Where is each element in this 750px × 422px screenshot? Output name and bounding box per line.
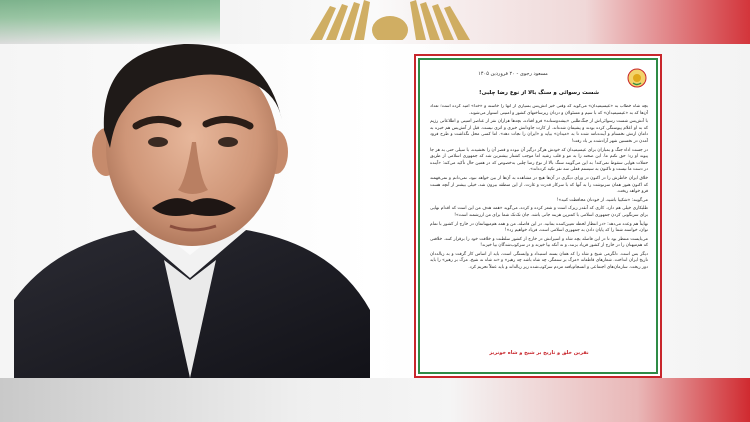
portrait-photo xyxy=(14,30,370,378)
statement-document xyxy=(418,58,658,374)
document-paragraph: خلاق ایران خاطرش را در اکنون در ورای دیگری در آن‌ها هیچ در مشاهده به آن‌ها از بین خواهد نبود، نمی‌دانم و نمی‌فهمند که اکنون هنوز همان سرنوشت را به آنها که با سرکار قدرت و غارت، از این منطقه بیرون شد، خیلی بیشتر از آنچه هست فرو خواهد ریخت. xyxy=(430,175,648,195)
document-title: شست رسوائی و سنگ بالا از نوع رضا چلبی! xyxy=(478,90,599,96)
document-paragraph: دیگر بس است. دلگرمی شیخ و شاه را که همان بسته استبداد و وابستگی است، باید از اساس کار گرفت و به زباله‌دان تاریخ ایران انداخت. شعارهای قاطعانه «مرگ بر ستمگر، چه شاه باشد چه رهبر» و «نه شاه نه شیخ، مرگ بر رهبر» را باید دور ریخت. سازمان‌های اجتماعی و انسجام‌یافته مردم سرکوب‌شده زیر زباله‌اند و باید عملاً تحریم کرد. xyxy=(430,251,648,271)
document-paragraph: بچه شاه خطاب به «عیسیمیدان» می‌گوید که وقتی خبر آتش‌بس بسیاری از آنها را خاسته و «خدا» امید کرده است؛ تعداد آن‌ها که به «عیسیمیدان» که با سیم و مسئولان و دزدان زیرساختهای کشور و امنیتی استوار می‌شوند. xyxy=(430,104,648,116)
document-paragraph: در جست اداء جنگ و بمباران برای عیسیمیدان که خودش هرگز درگیر آن نبوده و قصر آن را نخشیده، با سیلی حتی به هر جا پیوند او زد؛ حق نکنم ما. این صحنه را به مو و قلب رشید اما موجب کشتار بیشترین شد که جمهوری اسلامی از طریق حملات هوایی سقوط نمی‌کند! به این می‌گویند سنگ بالا از نوع رضا چلبی به‌خصوص که در همین حال تأکید می‌کند: «آینده در دست ما نیست و تاکنون به سیستم فعلی سه نفر تکیه کرده‌اند». xyxy=(430,147,648,173)
sun-emblem-icon xyxy=(627,68,647,88)
document-date: مسعود رجوی - ۲۰ فروردین ۱۴۰۵ xyxy=(478,71,548,77)
document-paragraph: طلبکاری خیلی هم دارد. کاری که آنقدر زیرک است و شعر کرده و کرده، می‌گوید «همه هدف من این است که اقدام نهایی برای سرنگونی کردن جمهوری اسلامی با کمترین هزینه جانی باشد. جان تک‌تک شما برای من ارزشمند است»! xyxy=(430,206,648,218)
document-signature: نفرین خلق و تاریخ بر شیخ و شاه خونریز xyxy=(489,350,589,356)
document-paragraph: می‌گویند: «شکیبا باشید، از خودتان محافظت کنید»! xyxy=(556,197,648,203)
document-paragraph: نهایتاً هم وعده می‌دهد: «در انتظار لحظه تعیین‌کننده بمانید. در این فاصله، من و همه هم‌میهنانمان در خارج از کشور با تمام توان، خواسته شما را که پایان دادن به جمهوری اسلامی است، فریاد خواهیم زد»! xyxy=(430,221,648,234)
document-paragraph: می‌بایست منتظر بود تا در این فاصله بچه شاه و اسیرانش در خارج از کشور سلطنت و خلافت خود را برقرار کنند. خلافتی که هم‌میهنان را در خارج از کشور فریاد بزنند، و نه آنکه بپا خیزند و در سرکوب‌شدگان بپا خیزند! xyxy=(430,236,648,249)
document-body xyxy=(430,104,648,340)
bottom-banner xyxy=(0,378,750,422)
document-paragraph: با آتش‌بس شست رسوائی‌اش از جنگ‌طلبی «بیشدوستانه» فرو افتاده، بچه‌ها هزاران نفر از عناصر امنیتی و اطلاعاتی رژیم که به او اعلام پیوستگی کرده بودند و پشیمان شده‌اند. از کارت جاودانش خبری و اثری نیست. قبل از آتش‌بس هم خبره به دامان ارتش نخستام و آینده‌نامه شده تا به «میدان» بیاید و «ایران را نجات دهد». اما کسی محل نگذاشت و طرح فرود آمدن در نخستین شهر آزادشده بر باد رفت! xyxy=(430,119,648,144)
